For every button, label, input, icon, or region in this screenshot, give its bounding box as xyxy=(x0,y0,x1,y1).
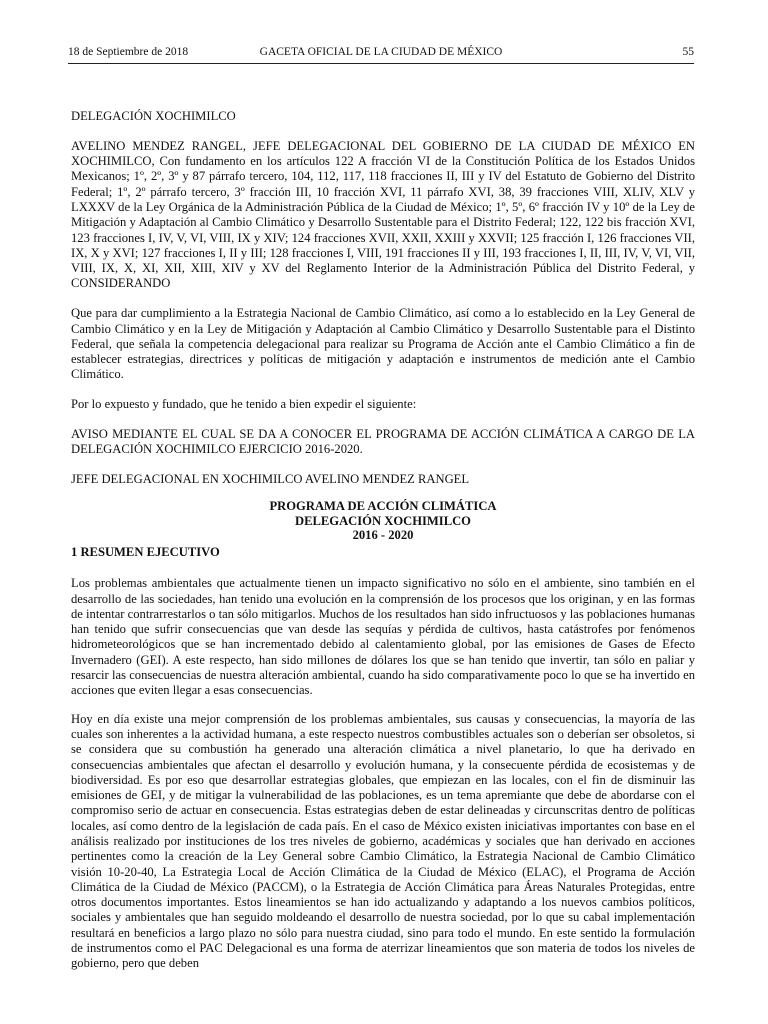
program-title-line2: DELEGACIÓN XOCHIMILCO xyxy=(295,513,471,528)
considerando-paragraph: Que para dar cumplimiento a la Estrategia Nacional de Cambio Climático, así como a lo establecido en la Ley General de Cambio Climático y en la Ley de Mitigación y Adaptación al Cambio Climático y Desarrollo Sustentable para el Distinto Federal, que señala la competencia delegacional para realizar su Programa de Acción ante el Cambio Climático a fin de establecer estrategias, directrices y políticas de mitigación y adaptación e instrumentos de medición ante el Cambio Climático. xyxy=(71,306,695,382)
header-date: 18 de Septiembre de 2018 xyxy=(68,46,189,58)
program-title-line1: PROGRAMA DE ACCIÓN CLIMÁTICA xyxy=(269,499,497,514)
body-paragraph-2: Hoy en día existe una mejor comprensión de los problemas ambientales, sus causas y consecuencias, la mayoría de las cuales son inherentes a la actividad humana, a este respecto nuestros combustibles actuales son o deberían ser obsoletos, si se considera que su combustión ha generado una alteración climática a nivel planetario, lo que ha derivado en consecuencias ambientales que afectan el desarrollo y evolución humana, y la consecuente pérdida de ecosistemas y de biodiversidad. Es por eso que desarrollar estrategias globales, que empiezan en las locales, con el fin de disminuir las emisiones de GEI, y de mitigar la vulnerabilidad de las poblaciones, es un tema apremiante que debe de abordarse con el compromiso serio de actuar en consecuencia. Estas estrategias deben de estar delineadas y circunscritas dentro de políticas locales, así como dentro de la legislación de cada país. En el caso de México existen iniciativas importantes con base en el análisis realizado por instituciones de los tres niveles de gobierno, académicas y sociales que han derivado en acciones pertinentes como la creación de la Ley General sobre Cambio Climático, la Estrategia Nacional de Cambio Climático visión 10-20-40, La Estrategia Local de Acción Climática de la Ciudad de México (ELAC), el Programa de Acción Climática de la Ciudad de México (PACCM), o la Estrategia de Acción Climática para Áreas Naturales Protegidas, entre otros documentos importantes. Estos lineamientos se han ido actualizando y adaptando a los nuevos cambios políticos, sociales y ambientales que han seguido moldeando el desarrollo de nuestra sociedad, por lo que su cabal implementación resultará en beneficios a largo plazo no sólo para nuestra ciudad, sino para todo el mundo. En este sentido la formulación de instrumentos como el PAC Delegacional es una forma de aterrizar lineamientos que son materia de todos los niveles de gobierno, pero que deben xyxy=(71,711,695,971)
page-header xyxy=(68,44,694,60)
expuesto-paragraph: Por lo expuesto y fundado, que he tenido a bien expedir el siguiente: xyxy=(71,397,417,412)
section-heading: 1 RESUMEN EJECUTIVO xyxy=(71,544,220,559)
jefe-line: JEFE DELEGACIONAL EN XOCHIMILCO AVELINO MENDEZ RANGEL xyxy=(71,472,470,487)
preamble-paragraph: AVELINO MENDEZ RANGEL, JEFE DELEGACIONAL DEL GOBIERNO DE LA CIUDAD DE MÉXICO EN XOCHIMILCO, Con fundamento en los artículos 122 A fracción VI de la Constitución Política de los Estados Unidos Mexicanos; 1º, 2º, 3º y 87 párrafo tercero, 104, 112, 117, 118 fracciones II, III y IV del Estatuto de Gobierno del Distrito Federal; 1º, 2º párrafo tercero, 3º fracción III, 10 fracción XVI, 11 párrafo XVI, 38, 39 fracciones VIII, XLIV, XLV y LXXXV de la Ley Orgánica de la Administración Pública de la Ciudad de México; 1º, 5º, 6º fracción IV y 10º de la Ley de Mitigación y Adaptación al Cambio Climático y Desarrollo Sustentable para el Distrito Federal; 122, 122 bis fracción XVI, 123 fracciones I, IV, V, VI, VIII, IX y XIV; 124 fracciones XVII, XXII, XXIII y XXVII; 125 fracción I, 126 fracciones VII, IX, X y XVI; 127 fracciones I, II y III; 128 fracciones I, VIII, 191 fracciones II y III, 193 fracciones I, II, III, IV, V, VI, VII, VIII, IX, X, XI, XII, XIII, XIV y XV del Reglamento Interior de la Administración Pública del Distrito Federal, y CONSIDERANDO xyxy=(71,138,695,291)
delegation-heading: DELEGACIÓN XOCHIMILCO xyxy=(71,109,236,123)
header-page-number: 55 xyxy=(682,46,694,58)
program-title-block xyxy=(71,499,695,543)
body-paragraph-1: Los problemas ambientales que actualmente tienen un impacto significativo no sólo en el ambiente, sino también en el desarrollo de las sociedades, han tenido una evolución en la comprensión de los procesos que los originan, y en las formas de intentar contrarrestarlos o tan sólo mitigarlos. Muchos de los resultados han sido infructuosos y las poblaciones humanas han tenido que sufrir consecuencias que van desde las sequías y pérdida de cultivos, hasta catástrofes por fenómenos hidrometeorológicos que se han incrementado debido al calentamiento global, por las emisiones de Gases de Efecto Invernadero (GEI). A este respecto, han sido millones de dólares los que se han tenido que invertir, tan sólo en paliar y resarcir las consecuencias de nuestra alteración ambiental, cuando ha sido comparativamente poco lo que se ha invertido en acciones que eviten llegar a esas consecuencias. xyxy=(71,576,695,698)
header-rule xyxy=(68,63,694,64)
aviso-paragraph: AVISO MEDIANTE EL CUAL SE DA A CONOCER EL PROGRAMA DE ACCIÓN CLIMÁTICA A CARGO DE LA DELEGACIÓN XOCHIMILCO EJERCICIO 2016-2020. xyxy=(71,427,695,457)
header-gazette-title: GACETA OFICIAL DE LA CIUDAD DE MÉXICO xyxy=(259,46,503,58)
program-title-line3: 2016 - 2020 xyxy=(352,528,414,543)
document-body xyxy=(71,109,695,985)
